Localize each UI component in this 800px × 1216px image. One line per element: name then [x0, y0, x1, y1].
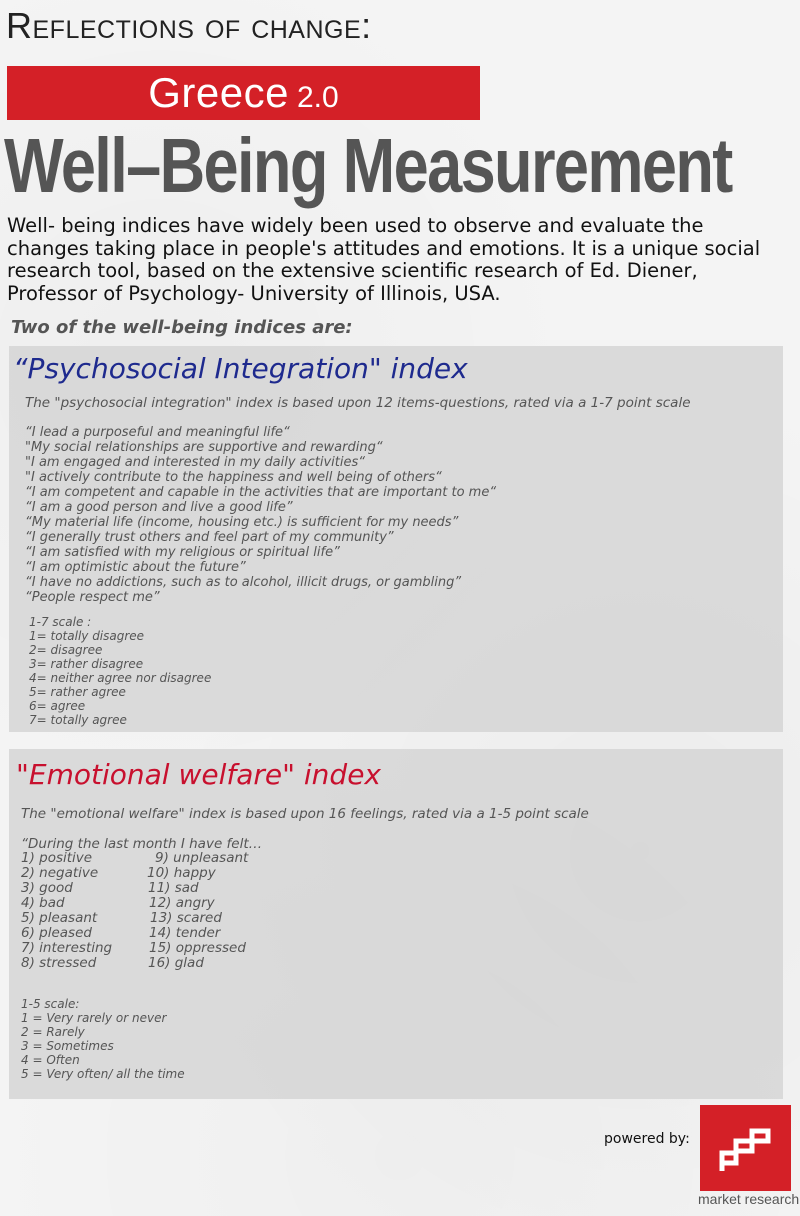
feelings-row [21, 956, 281, 971]
feeling-item: 9) unpleasant [155, 850, 249, 866]
feeling-item: 2) negative [21, 865, 99, 881]
feeling-item: 7) interesting [21, 940, 113, 956]
psychosocial-items-list [25, 425, 496, 605]
main-title: Well–Being Measurement [4, 123, 732, 209]
list-item: “I generally trust others and feel part of my community” [25, 530, 394, 545]
scale-item: 2= disagree [29, 643, 103, 657]
feeling-item: 8) stressed [21, 955, 97, 971]
list-item: “I lead a purposeful and meaningful life“ [25, 425, 290, 440]
list-item: "I actively contribute to the happiness and well being of others“ [25, 470, 442, 485]
psychosocial-index-title: “Psychosocial Integration" index [13, 352, 468, 385]
psychosocial-scale-legend [29, 615, 211, 727]
scale-item: 1= totally disagree [29, 629, 145, 643]
scale-item: 1-5 scale: [21, 997, 80, 1011]
scale-item: 5 = Very often/ all the time [21, 1067, 185, 1081]
banner-main-text: Greece [148, 69, 289, 116]
list-item: “I am a good person and live a good life” [25, 500, 293, 515]
list-item: “My material life (income, housing etc.) is sufficient for my needs” [25, 515, 459, 530]
feeling-item: 1) positive [21, 850, 93, 866]
scale-item: 3 = Sometimes [21, 1039, 114, 1053]
feeling-item: 12) angry [149, 895, 215, 911]
feelings-row [21, 926, 281, 941]
list-item: “I am satisfied with my religious or spiritual life” [25, 545, 340, 560]
feeling-item: 3) good [21, 880, 73, 896]
psychosocial-index-panel [9, 346, 783, 732]
list-item: “I am competent and capable in the activities that are important to me“ [25, 485, 497, 500]
scale-item: 5= rather agree [29, 685, 126, 699]
gpo-logo-icon [700, 1105, 791, 1191]
feeling-item: 5) pleasant [21, 910, 98, 926]
psychosocial-index-description: The "psychosocial integration" index is based upon 12 items-questions, rated via a 1-7 point scale [25, 395, 691, 411]
logo-caption: market research [698, 1191, 800, 1207]
feeling-item: 16) glad [148, 955, 204, 971]
powered-by-label: powered by: [604, 1131, 690, 1147]
list-item: “I am optimistic about the future” [25, 560, 246, 575]
scale-item: 6= agree [29, 699, 86, 713]
feeling-item: 6) pleased [21, 925, 92, 941]
gpo-logo-glyph [700, 1105, 791, 1191]
feelings-intro: “During the last month I have felt… [21, 836, 263, 852]
scale-item: 2 = Rarely [21, 1025, 85, 1039]
series-title: Reflections of change: [6, 5, 372, 46]
feelings-row [21, 941, 281, 956]
feelings-row [21, 866, 281, 881]
feelings-list [21, 851, 281, 971]
feeling-item: 11) sad [148, 880, 199, 896]
list-item: “I have no addictions, such as to alcohol, illicit drugs, or gambling” [25, 575, 462, 590]
scale-item: 1-7 scale : [29, 615, 92, 629]
banner-version-text: 2.0 [297, 81, 339, 114]
feelings-row [21, 881, 281, 896]
emotional-index-title: "Emotional welfare" index [16, 758, 381, 791]
scale-item: 4 = Often [21, 1053, 80, 1067]
emotional-scale-legend [21, 997, 185, 1081]
feelings-row [21, 851, 281, 866]
emotional-index-panel [9, 749, 783, 1099]
intro-paragraph: Well- being indices have widely been used to observe and evaluate the changes taking place in people's attitudes and emotions. It is a unique social research tool, based on the extensive scientific research of Ed. Diener, Professor of Psychology- University of Illinois, USA. [7, 214, 761, 305]
greece-banner [7, 66, 480, 120]
feelings-row [21, 911, 281, 926]
scale-item: 4= neither agree nor disagree [29, 671, 212, 685]
feeling-item: 14) tender [149, 925, 221, 941]
feeling-item: 10) happy [147, 865, 216, 881]
scale-item: 7= totally agree [29, 713, 127, 727]
feeling-item: 13) scared [150, 910, 222, 926]
feeling-item: 4) bad [21, 895, 65, 911]
indices-subhead: Two of the well-being indices are: [11, 317, 353, 338]
scale-item: 3= rather disagree [29, 657, 144, 671]
list-item: "I am engaged and interested in my daily activities“ [25, 455, 366, 470]
list-item: “People respect me” [25, 590, 160, 605]
feeling-item: 15) oppressed [149, 940, 246, 956]
list-item: "My social relationships are supportive and rewarding“ [25, 440, 383, 455]
scale-item: 1 = Very rarely or never [21, 1011, 167, 1025]
feelings-row [21, 896, 281, 911]
emotional-index-description: The "emotional welfare" index is based upon 16 feelings, rated via a 1-5 point scale [21, 806, 589, 822]
